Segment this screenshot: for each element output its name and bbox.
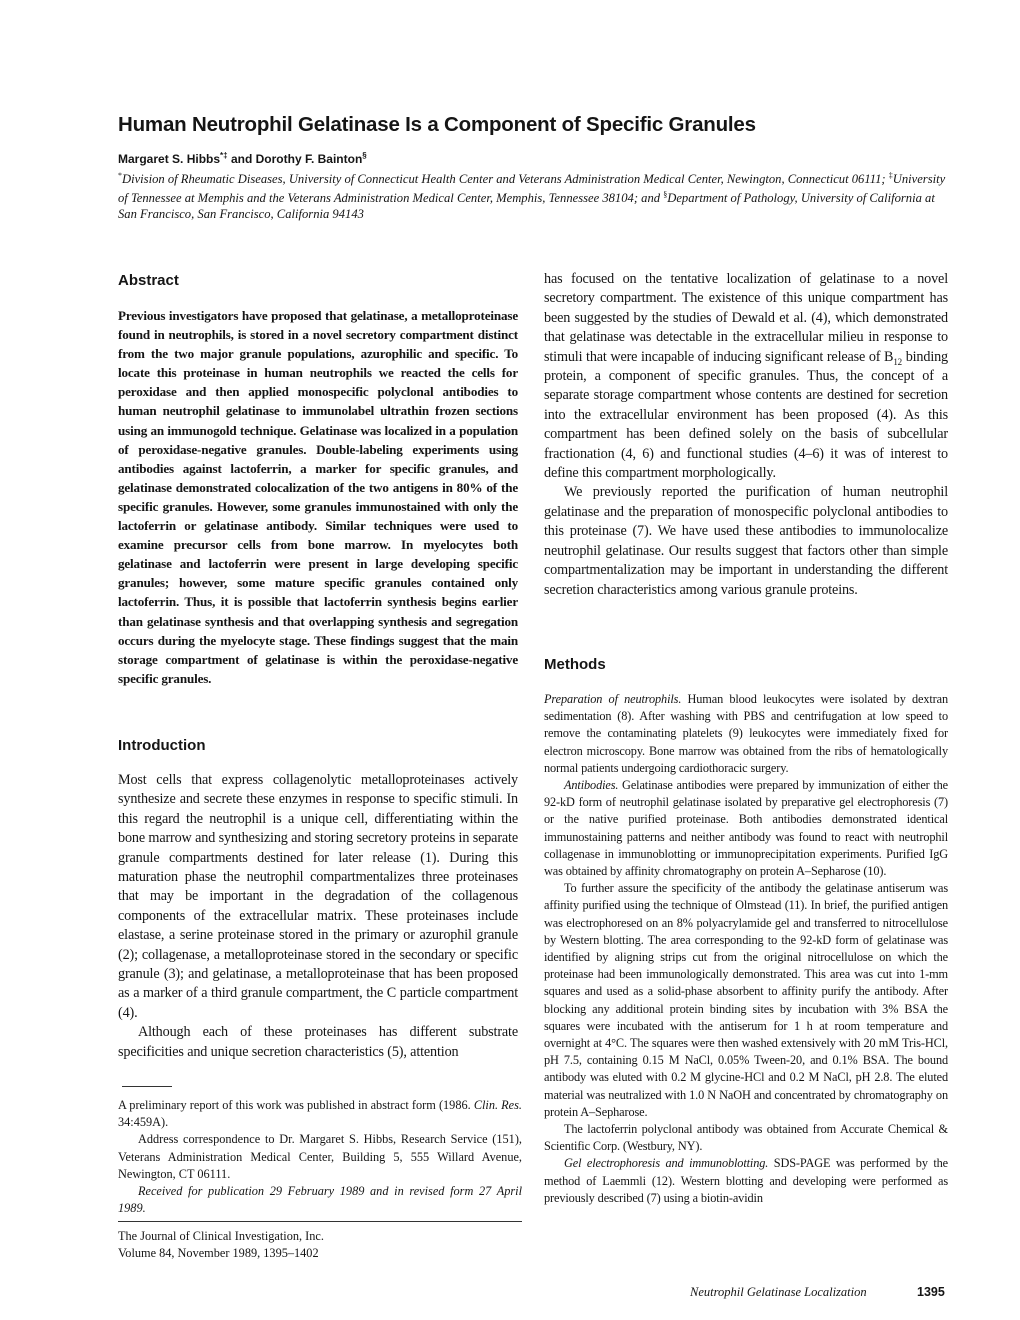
affiliations: [118, 168, 948, 222]
affil-mark-1: *: [118, 171, 122, 180]
introduction-body: [118, 771, 518, 1062]
introduction-continued: [544, 270, 948, 600]
methods-antibodies-text: Gelatinase antibodies were prepared by immunization of either the 92-kD form of neutrophil gelatinase isolated by preparative gel electrophoresis (7) or the native purified proteinase. Both antibodies demonstrated identical immunostaining patterns and neither antibody was found to react with neutrophil collagenase in immunoblotting or immunoprecipitation experiments. Purified IgG was obtained by affinity chromatography on protein A–Sepharose (10).: [544, 778, 948, 879]
affiliation-2: University of Tennessee at Memphis and the Veterans Administration Medical Center, Memphis, Tennessee 38104; and: [118, 172, 946, 206]
b12-subscript: 12: [893, 356, 903, 367]
introduction-heading: Introduction: [118, 737, 206, 754]
author-1-marks: *‡: [220, 151, 228, 160]
footnote-separator: [122, 1086, 172, 1087]
journal-publisher: The Journal of Clinical Investigation, Inc.: [118, 1229, 324, 1243]
methods-antibodies-title: Antibodies.: [564, 778, 619, 793]
article-title: Human Neutrophil Gelatinase Is a Component of Specific Granules: [118, 113, 756, 136]
methods-heading: Methods: [544, 656, 606, 673]
intro-paragraph-3-a: has focused on the tentative localization of gelatinase to a novel secretory compartment. The existence of this unique compartment has been suggested by the studies of Dewald et al. (4), which demonstrated that gelatinase was detectable in the extracellular milieu in response to stimuli that were incapable of inducing significant release of B: [544, 271, 948, 365]
methods-body: [544, 691, 948, 1207]
intro-paragraph-4: We previously reported the purification of human neutrophil gelatinase and the preparation of monospecific polyclonal antibodies to this proteinase (7). We have used these antibodies to immunolocalize neutrophil gelatinase. Our results suggest that factors other than simple compartmentalization may be important in understanding the different secretion characteristics among various granule proteins.: [544, 484, 948, 598]
affiliation-3: Department of Pathology, University of California at San Francisco, San Francisco, California 94143: [118, 191, 935, 222]
intro-paragraph-2: Although each of these proteinases has different substrate specificities and unique secretion characteristics (5), attention: [118, 1024, 518, 1060]
affiliation-1: Division of Rheumatic Diseases, University of Connecticut Health Center and Veterans Administration Medical Center, Newington, Connecticut 06111;: [122, 172, 889, 187]
author-2-marks: §: [362, 151, 367, 160]
methods-lactoferrin: The lactoferrin polyclonal antibody was obtained from Accurate Chemical & Scientific Corp. (Westbury, NY).: [544, 1122, 948, 1154]
methods-gel: [544, 1155, 948, 1207]
methods-specificity: To further assure the specificity of the antibody the gelatinase antiserum was affinity purified using the technique of Olmstead (11). In brief, the purified antigen was electrophoresed on an 8% polyacrylamide gel and transferred to nitrocellulose by Western blotting. The area corresponding to the 92-kD form of gelatinase was identified by aligning strips cut from the original nitrocellulose on which the proteinase had been immunologically demonstrated. This area was cut into 1-mm squares and used as a solid-phase absorbent to affinity purify the antibody. After blocking any additional protein binding sites by incubation with 3% BSA the squares were incubated with the antiserum for 1 h at room temperature and overnight at 4°C. The squares were then washed extensively with 20 mM Tris-HCl, pH 7.5, containing 0.15 M NaCl, 0.05% Tween-20, and 0.1% BSA. The bound antibody was eluted with 0.2 M glycine-HCl and 0.2 M NaCl, pH 2.8. The eluted material was neutralized with 1.0 N NaOH and concentrated by chromatography on protein A–Sepharose.: [544, 881, 948, 1119]
intro-paragraph-3-b: binding protein, a component of specific granules. Thus, the concept of a separate storage compartment whose contents are destined for secretion into the extracellular environment has been proposed (4). As this compartment has been defined solely on the basis of subcellular fractionation (4, 6) and functional studies (4–6) it was of interest to define this compartment morphologically.: [544, 348, 948, 482]
footnote-preliminary-text: A preliminary report of this work was published in abstract form (1986.: [118, 1098, 474, 1112]
footnote-received: Received for publication 29 February 1989 and in revised form 27 April 1989.: [118, 1184, 522, 1216]
methods-gel-text: SDS-PAGE was performed by the method of Laemmli (12). Western blotting and developing were performed as previously described (7) using a biotin-avidin: [544, 1156, 949, 1205]
intro-paragraph-1: Most cells that express collagenolytic metalloproteinases actively synthesize and secrete these enzymes in response to specific stimuli. In this regard the neutrophil is a unique cell, differentiating within the bone marrow and synthesizing and storing secretory proteins in separate granule compartments destined for later release (1). During this maturation phase the neutrophil compartmentalizes three proteinases that may be important in the degradation of the collagenous components of the extracellular matrix. These proteinases include elastase, a serine proteinase stored in the primary or azurophil granule (2); collagenase, a metalloproteinase stored in the secondary or specific granule (3); and gelatinase, a metalloproteinase that has been proposed as a marker of a third granule compartment, the C particle compartment (4).: [118, 772, 518, 1021]
journal-volume: Volume 84, November 1989, 1395–1402: [118, 1246, 319, 1260]
methods-antibodies: [544, 777, 948, 880]
footnotes: [118, 1097, 522, 1217]
author-line: [118, 151, 367, 166]
author-2: Dorothy F. Bainton: [255, 152, 363, 166]
author-1: Margaret S. Hibbs: [118, 152, 221, 166]
affil-mark-3: §: [663, 190, 668, 200]
journal-info: [118, 1228, 324, 1262]
footnote-journal: Clin. Res.: [473, 1098, 522, 1112]
footnote-address: Address correspondence to Dr. Margaret S. Hibbs, Research Service (151), Veterans Administration Medical Center, Building 5, 555 Willard Avenue, Newington, CT 06111.: [118, 1132, 522, 1181]
page-number: 1395: [917, 1285, 945, 1299]
methods-gel-title: Gel electrophoresis and immunoblotting.: [564, 1156, 769, 1171]
footnote-preliminary-cite: 34:459A).: [118, 1115, 169, 1130]
journal-separator: [118, 1221, 522, 1222]
abstract-text: Previous investigators have proposed that gelatinase, a metalloproteinase found in neutrophils, is stored in a novel secretory compartment distinct from the two major granule populations, azurophilic and specific. To locate this proteinase in human neutrophils we reacted the cells for peroxidase and then applied monospecific polyclonal antibodies to human neutrophil gelatinase to immunolabel ultrathin frozen sections using an immunogold technique. Gelatinase was localized in a population of peroxidase-negative granules. Double-labeling experiments using antibodies against lactoferrin, a marker for specific granules, and gelatinase demonstrated colocalization of the two antigens in 80% of the specific granules. However, some granules immunostained with only the lactoferrin or gelatinase antibody. Similar techniques were used to examine precursor cells from bone marrow. In myelocytes both gelatinase and lactoferrin were present in large developing specific granules; however, some mature specific granules contained only lactoferrin. Thus, it is possible that lactoferrin synthesis begins earlier than gelatinase synthesis and that overlapping synthesis and segregation occurs during the myelocyte stage. These findings suggest that the main storage compartment of gelatinase is within the peroxidase-negative specific granules.: [118, 308, 518, 686]
intro-paragraph-3: [544, 270, 948, 483]
methods-preparation-title: Preparation of neutrophils.: [544, 692, 682, 706]
affil-mark-2: ‡: [888, 171, 893, 180]
methods-preparation: [544, 691, 948, 777]
methods-preparation-text: Human blood leukocytes were isolated by dextran sedimentation (8). After washing with PBS and centrifugation at low speed to remove the contaminating platelets (9) leukocytes were immediately fixed for electron microscopy. Bone marrow was obtained from the ribs of hematologically normal patients undergoing cardiothoracic surgery.: [544, 692, 948, 775]
footnote-preliminary: [118, 1097, 522, 1131]
author-connector: and: [230, 152, 253, 166]
running-footer-title: Neutrophil Gelatinase Localization: [690, 1285, 867, 1299]
abstract-heading: Abstract: [118, 272, 179, 289]
